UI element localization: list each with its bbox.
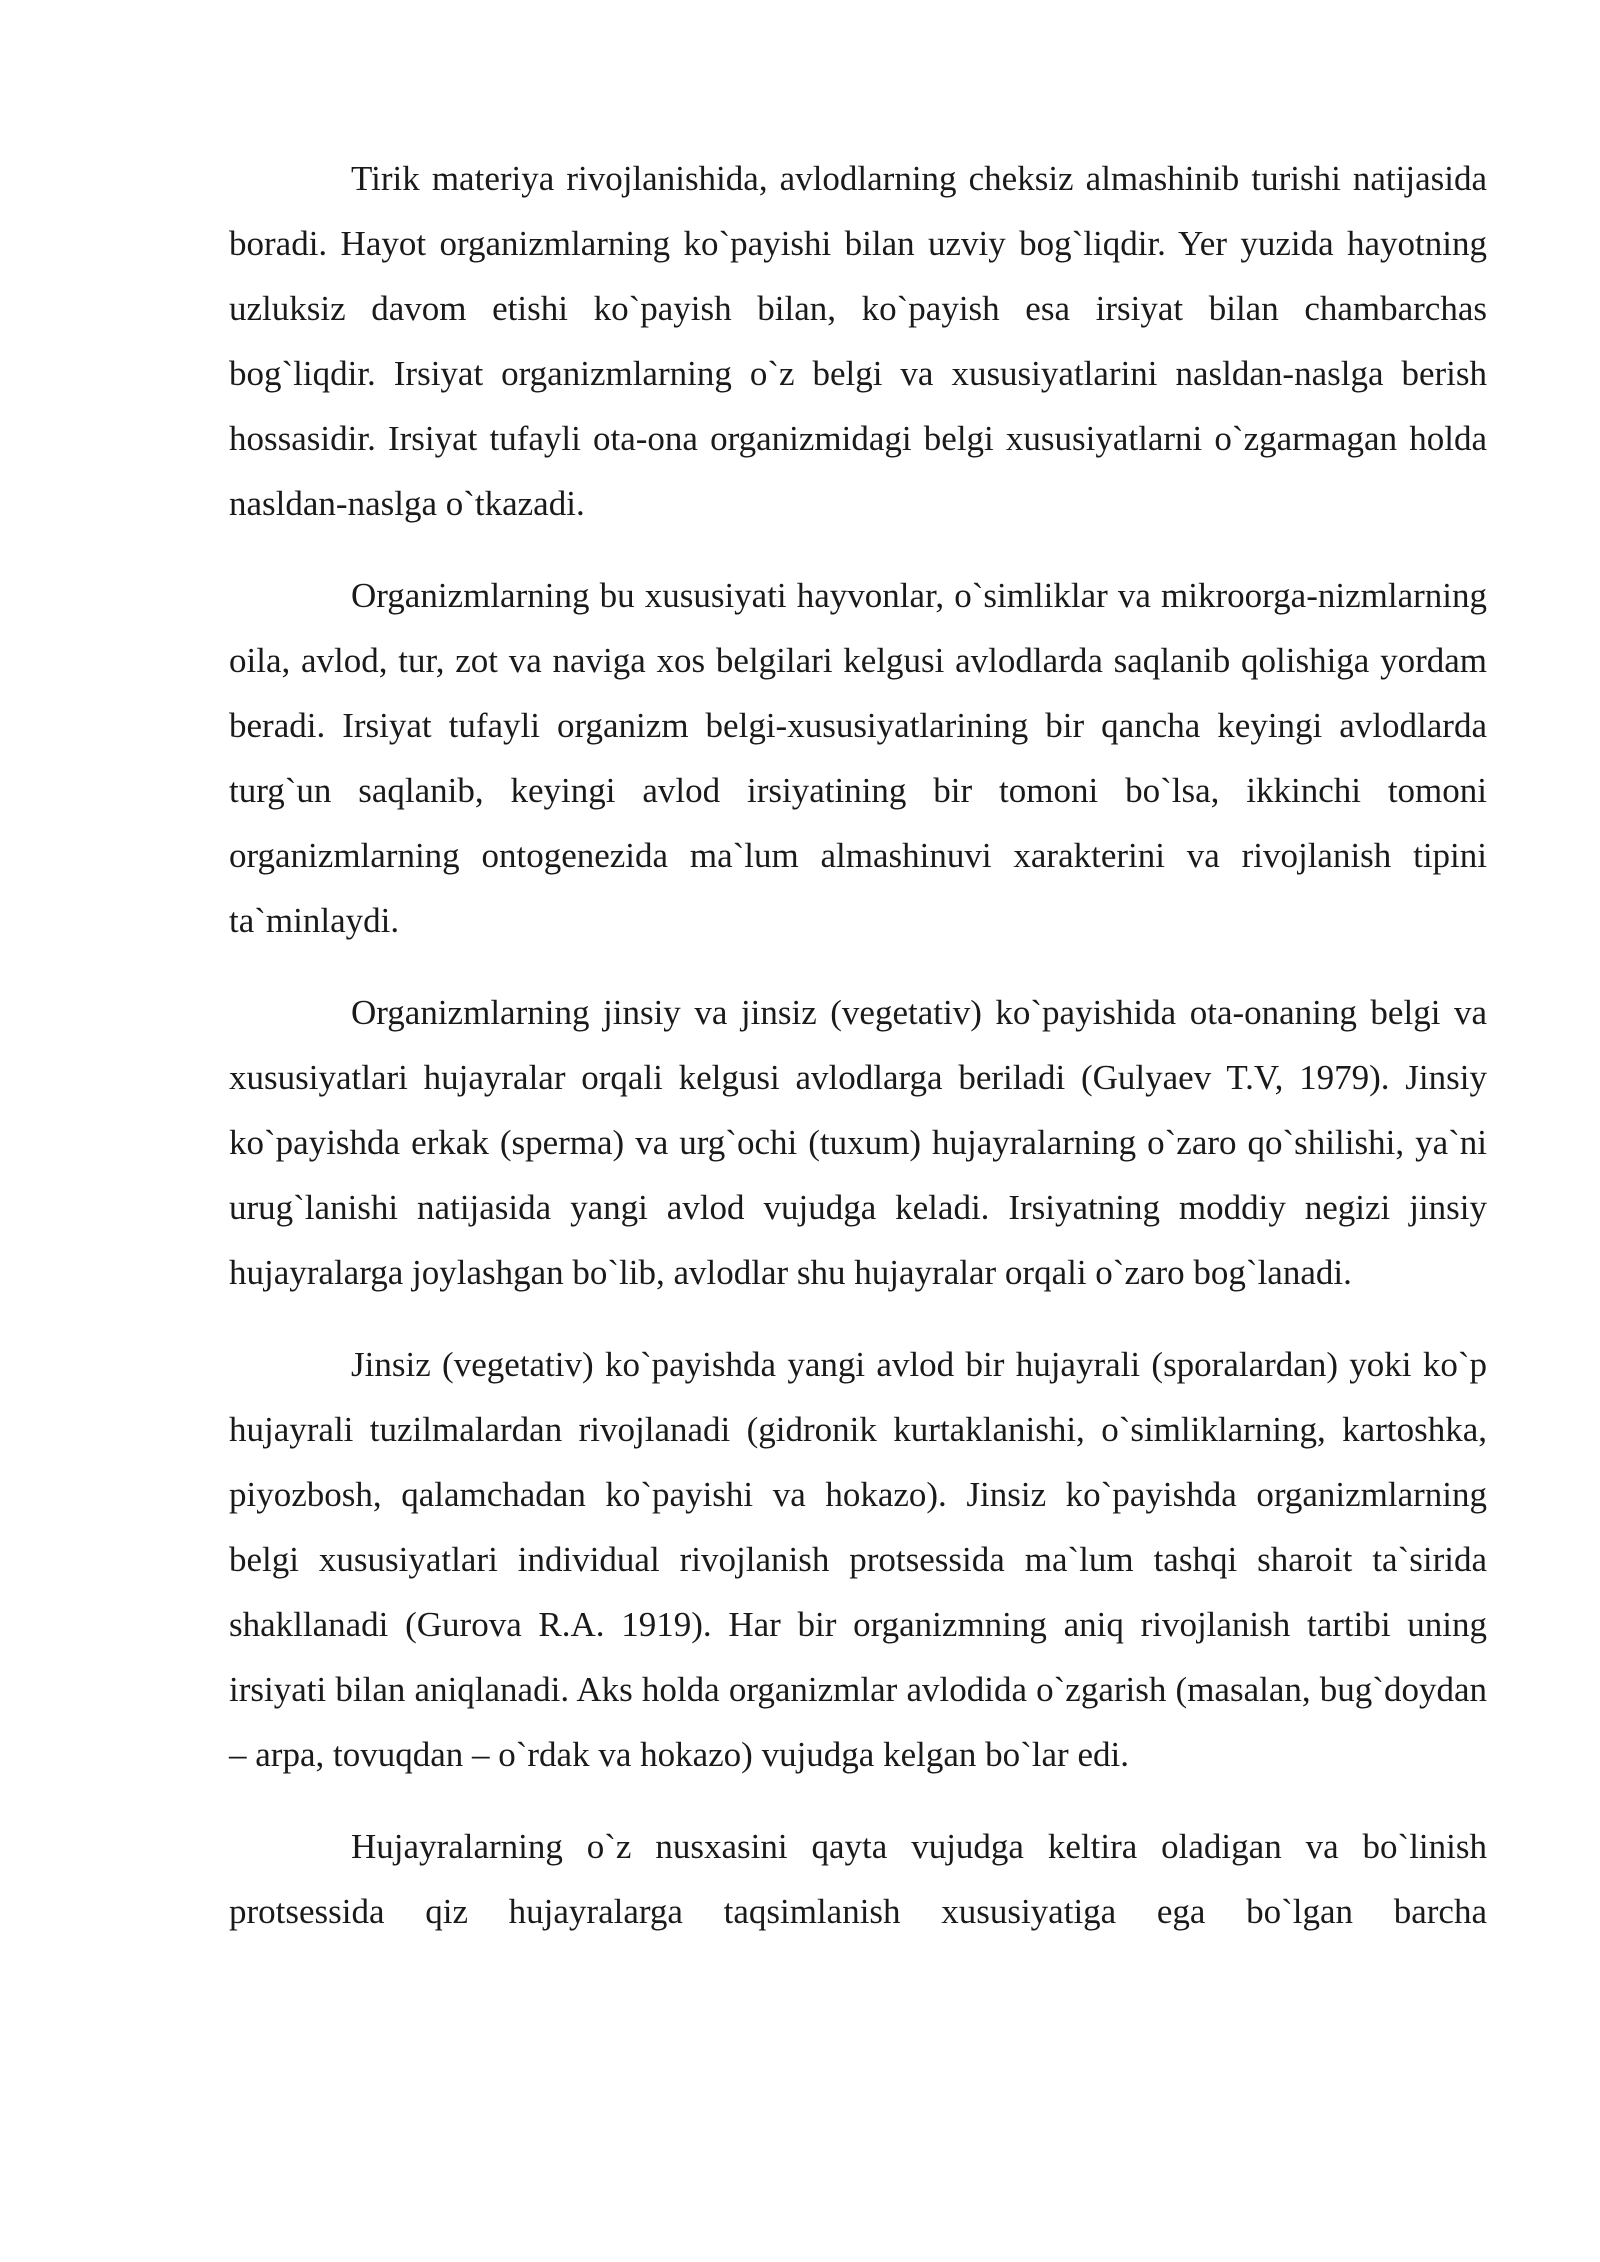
paragraph-2: Organizmlarning bu xususiyati hayvonlar, o`simliklar va mikroorga-nizmlarning oila, avlod, tur, zot va naviga xos belgilari kelgusi avlodlarda saqlanib qolishiga yordam beradi. Irsiyat tufayli organizm belgi-xususiyatlarining bir qancha keyingi avlodlarda turg`un saqlanib, keyingi avlod irsiyatining bir tomoni bo`lsa, ikkinchi tomoni organizmlarning ontogenezida ma`lum almashinuvi xarakterini va rivojlanish tipini ta`minlaydi. [229, 576, 1487, 940]
paragraph-5: Hujayralarning o`z nusxasini qayta vujudga keltira oladigan va bo`linish protsessida qiz hujayralarga taqsimlanish xususiyatiga ega bo`lgan barcha [229, 1827, 1487, 1931]
document-body [229, 146, 1487, 1971]
paragraph-1: Tirik materiya rivojlanishida, avlodlarning cheksiz almashinib turishi natijasida boradi. Hayot organizmlarning ko`payishi bilan uzviy bog`liqdir. Yer yuzida hayotning uzluksiz davom etishi ko`payish bilan, ko`payish esa irsiyat bilan chambarchas bog`liqdir. Irsiyat organizmlarning o`z belgi va xususiyatlarini nasldan-naslga berish hossasidir. Irsiyat tufayli ota-ona organizmidagi belgi xususiyatlarni o`zgarmagan holda nasldan-naslga o`tkazadi. [229, 159, 1487, 523]
paragraph-3: Organizmlarning jinsiy va jinsiz (vegetativ) ko`payishida ota-onaning belgi va xususiyatlari hujayralar orqali kelgusi avlodlarga beriladi (Gulyaev T.V, 1979). Jinsiy ko`payishda erkak (sperma) va urg`ochi (tuxum) hujayralarning o`zaro qo`shilishi, ya`ni urug`lanishi natijasida yangi avlod vujudga keladi. Irsiyatning moddiy negizi jinsiy hujayralarga joylashgan bo`lib, avlodlar shu hujayralar orqali o`zaro bog`lanadi. [229, 993, 1487, 1292]
paragraph-4: Jinsiz (vegetativ) ko`payishda yangi avlod bir hujayrali (sporalardan) yoki ko`p hujayrali tuzilmalardan rivojlanadi (gidronik kurtaklanishi, o`simliklarning, kartoshka, piyozbosh, qalamchadan ko`payishi va hokazo). Jinsiz ko`payishda organizmlarning belgi xususiyatlari individual rivojlanish protsessida ma`lum tashqi sharoit ta`sirida shakllanadi (Gurova R.A. 1919). Har bir organizmning aniq rivojlanish tartibi uning irsiyati bilan aniqlanadi. Aks holda organizmlar avlodida o`zgarish (masalan, bug`doydan – arpa, tovuqdan – o`rdak va hokazo) vujudga kelgan bo`lar edi. [229, 1345, 1487, 1774]
